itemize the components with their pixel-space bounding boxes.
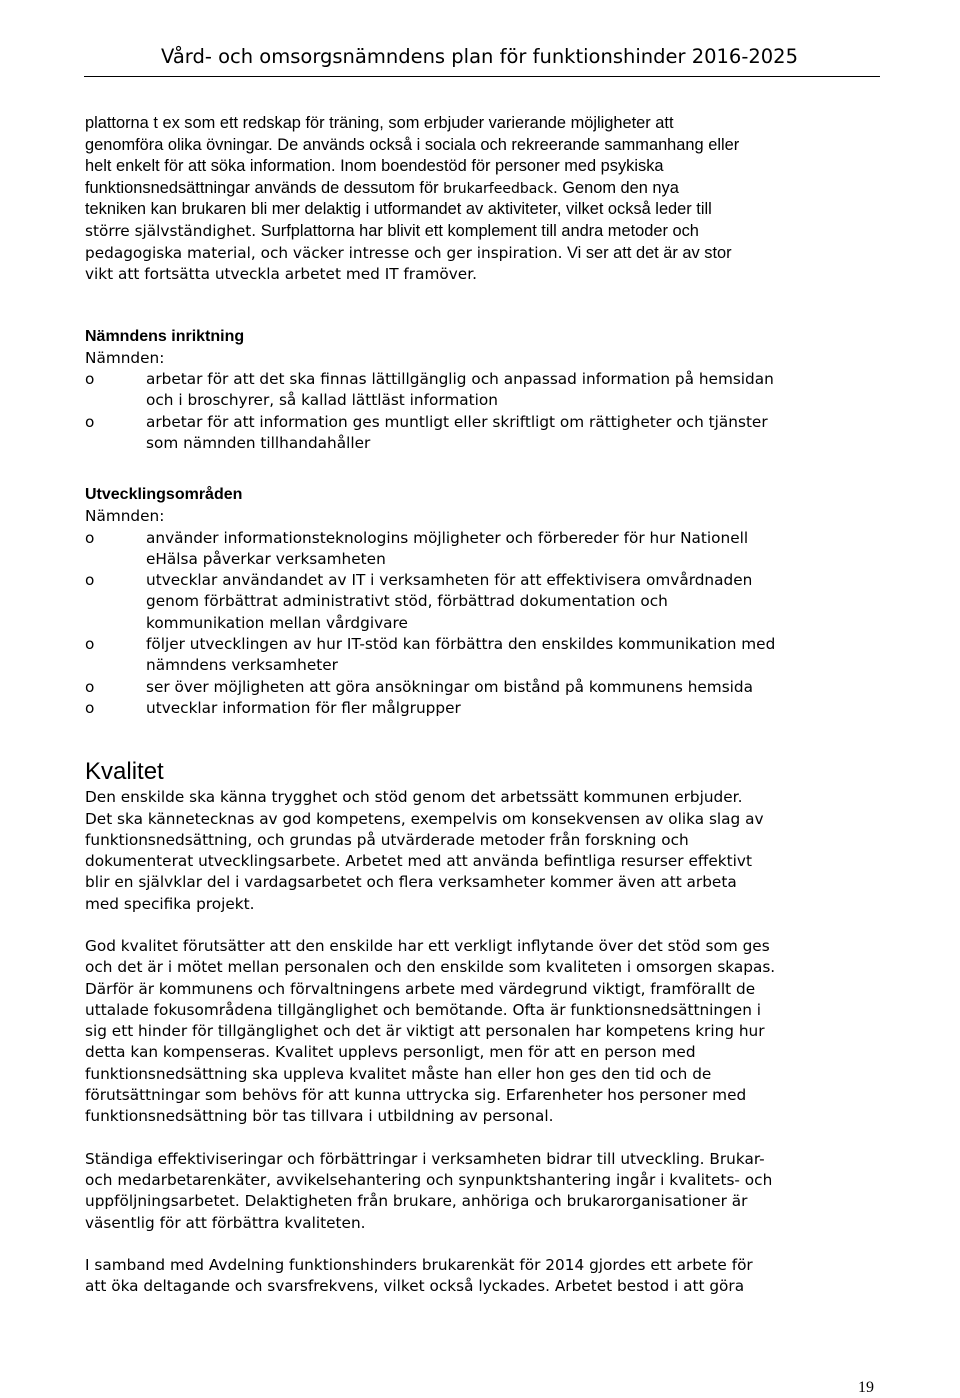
text-run: . Genom den nya [553, 178, 679, 197]
list-item [85, 698, 885, 719]
text-line: uppföljningsarbetet. Delaktigheten från brukare, anhöriga och brukarorganisationer är [85, 1192, 748, 1211]
text-line: detta kan kompenseras. Kvalitet upplevs personligt, men för att en person med [85, 1043, 696, 1062]
list-item [85, 677, 885, 698]
text-line: arbetar för att information ges muntligt eller skriftligt om rättigheter och tjänster [146, 412, 768, 431]
text-line [85, 221, 885, 243]
text-line: och medarbetarenkäter, avvikelsehantering och synpunktshantering ingår i kvalitets- och [85, 1170, 773, 1189]
text-line: arbetar för att det ska finnas lättillgänglig och anpassad information på hemsidan [146, 370, 774, 389]
page-header [84, 44, 880, 77]
kvalitet-heading: Kvalitet [85, 758, 164, 786]
bullet-marker: o [85, 412, 95, 431]
list-item [85, 528, 885, 571]
text-run: Surfplattorna har blivit ett komplement till andra metoder och [256, 221, 699, 240]
page-number: 19 [858, 1379, 874, 1396]
text-line: väsentlig för att förbättra kvaliteten. [85, 1213, 366, 1232]
inriktning-list [85, 369, 885, 454]
utveckling-list [85, 528, 885, 720]
text-line: kommunikation mellan vårdgivare [146, 613, 408, 632]
intro-paragraph [85, 113, 885, 286]
document-title: Vård- och omsorgsnämndens plan för funktionshinder 2016-2025 [161, 45, 798, 68]
text-run: funktionsnedsättningar används de dessutom för [85, 178, 444, 197]
text-run: större självständighet. [85, 221, 257, 240]
text-line: att öka deltagande och svarsfrekvens, vilket också lyckades. Arbetet bestod i att göra [85, 1277, 745, 1296]
text-line: Ständiga effektiviseringar och förbättringar i verksamheten bidrar till utveckling. Brukar- [85, 1149, 765, 1168]
text-line: genom förbättrat administrativt stöd, förbättrad dokumentation och [146, 592, 668, 611]
text-line: ser över möjligheten att göra ansökningar om bistånd på kommunens hemsida [146, 677, 754, 696]
text-line: och i broschyrer, så kallad lättläst information [146, 391, 498, 410]
text-line: Därför är kommunens och förvaltningens arbete med värdegrund viktigt, framförallt de [85, 979, 756, 998]
bullet-marker: o [85, 677, 95, 696]
bullet-marker: o [85, 571, 95, 590]
text-line: nämndens verksamheter [146, 656, 338, 675]
text-line: förutsättningar som behövs för att kunna uttrycka sig. Erfarenheter hos personer med [85, 1086, 747, 1105]
text-run: Vi ser att det är av stor [562, 243, 732, 262]
text-run: pedagogiska material, och väcker intresse och ger inspiration. [85, 243, 563, 262]
text-line: dokumenterat utvecklingsarbete. Arbetet med att använda befintliga resurser effektivt [85, 852, 752, 871]
text-line: följer utvecklingen av hur IT-stöd kan förbättra den enskildes kommunikation med [146, 635, 776, 654]
text-line: tekniken kan brukaren bli mer delaktig i utformandet av aktiviteter, vilket också leder till [85, 200, 712, 219]
utveckling-lead: Nämnden: [85, 507, 165, 526]
list-item [85, 412, 885, 455]
text-line: funktionsnedsättning bör tas tillvara i utbildning av personal. [85, 1107, 554, 1126]
text-line: som nämnden tillhandahåller [146, 433, 371, 452]
list-item [85, 634, 885, 677]
kvalitet-paragraph [85, 787, 885, 915]
text-line: Det ska kännetecknas av god kompetens, exempelvis om konsekvensen av olika slag av [85, 809, 764, 828]
bullet-marker: o [85, 635, 95, 654]
text-line: vikt att fortsätta utveckla arbetet med IT framöver. [85, 265, 477, 284]
text-line: plattorna t ex som ett redskap för träning, som erbjuder varierande möjligheter att [85, 114, 674, 132]
text-line: God kvalitet förutsätter att den enskilde har ett verkligt inflytande över det stöd som ges [85, 936, 770, 955]
page-content [85, 113, 885, 1297]
text-line: uttalade fokusområdena tillgänglighet och bemötande. Ofta är funktionsnedsättningen i [85, 1000, 762, 1019]
text-line: utvecklar information för fler målgrupper [146, 698, 461, 717]
text-line: med specifika projekt. [85, 894, 255, 913]
text-line: funktionsnedsättning ska uppleva kvalitet måste han eller hon ges den tid och de [85, 1064, 712, 1083]
text-line: I samband med Avdelning funktionshinders brukarenkät för 2014 gjordes ett arbete för [85, 1255, 753, 1274]
text-line [85, 178, 885, 200]
utveckling-heading: Utvecklingsområden [85, 486, 243, 504]
bullet-marker: o [85, 528, 95, 547]
text-line: använder informationsteknologins möjligheter och förbereder för hur Nationell [146, 528, 749, 547]
text-line: Den enskilde ska känna trygghet och stöd genom det arbetssätt kommunen erbjuder. [85, 788, 743, 807]
list-item [85, 570, 885, 634]
inriktning-lead: Nämnden: [85, 348, 165, 367]
inriktning-heading: Nämndens inriktning [85, 327, 245, 345]
text-line: och det är i mötet mellan personalen och den enskilde som kvaliteten i omsorgen skapas. [85, 958, 776, 977]
text-line [85, 243, 885, 265]
kvalitet-paragraph [85, 1149, 885, 1234]
text-line: helt enkelt för att söka information. Inom boendestöd för personer med psykiska [85, 157, 664, 176]
text-line: eHälsa påverkar verksamheten [146, 549, 386, 568]
text-line: blir en självklar del i vardagsarbetet och flera verksamheter kommer även att arbeta [85, 873, 737, 892]
bullet-marker: o [85, 698, 95, 717]
text-line: utvecklar användandet av IT i verksamheten för att effektivisera omvårdnaden [146, 571, 753, 590]
list-item [85, 369, 885, 412]
bullet-marker: o [85, 370, 95, 389]
kvalitet-paragraph [85, 936, 885, 1128]
text-line: sig ett hinder för tillgänglighet och det är viktigt att personalen har kompetens kring hur [85, 1022, 765, 1041]
kvalitet-paragraph [85, 1255, 885, 1298]
text-line: genomföra olika övningar. De används också i sociala och rekreerande sammanhang eller [85, 135, 740, 154]
text-run: brukarfeedback [443, 180, 554, 197]
text-line: funktionsnedsättning, och grundas på utvärderade metoder från forskning och [85, 830, 689, 849]
